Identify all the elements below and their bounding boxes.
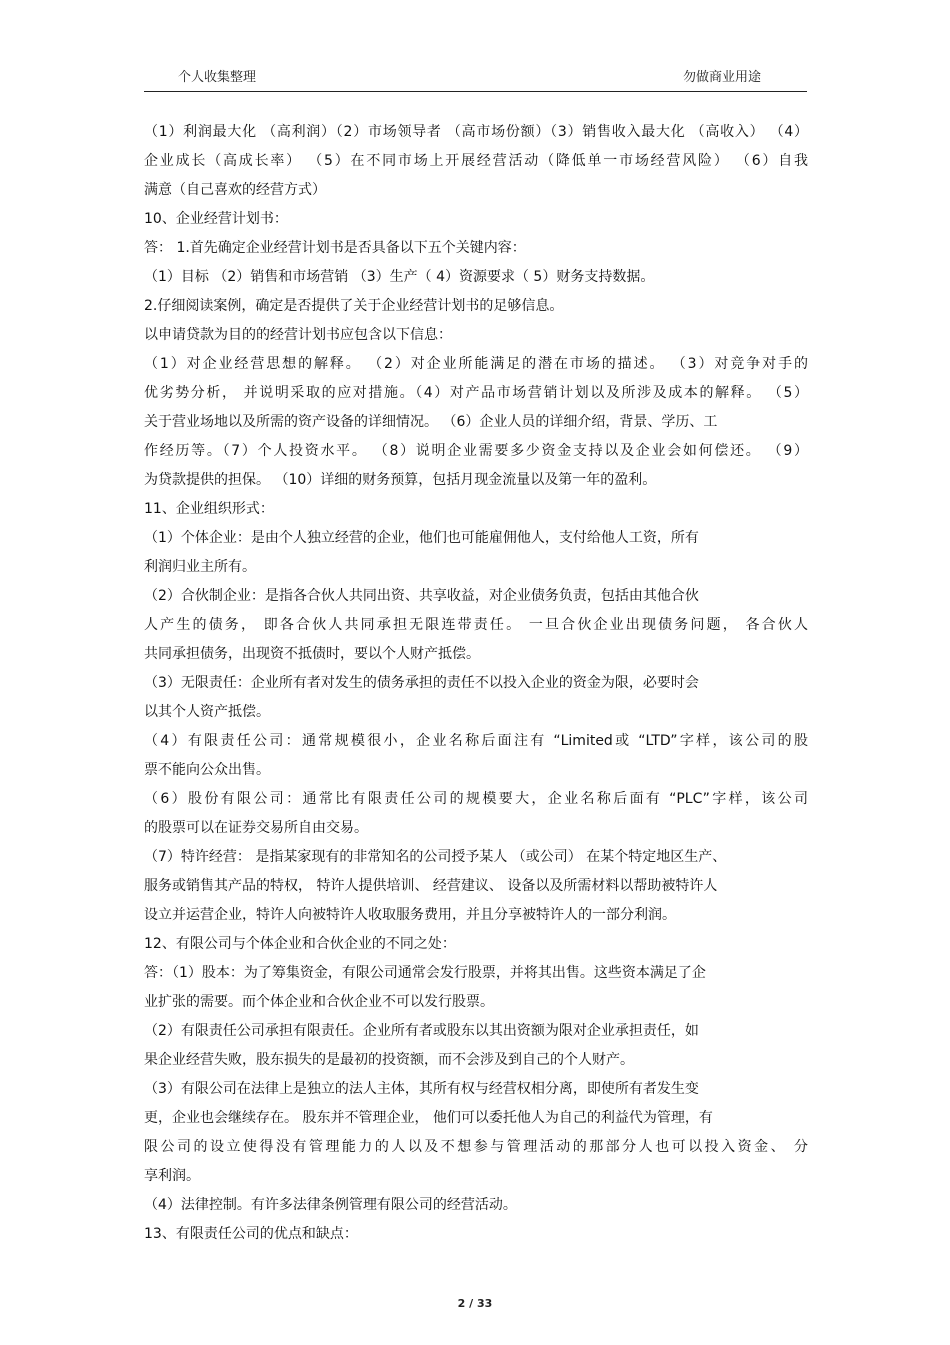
text-line: （1）对企业经营思想的解释。 （2）对企业所能满足的潜在市场的描述。 （3）对竞争对手的 (144, 356, 808, 372)
text-line: 13、有限责任公司的优点和缺点： (144, 1226, 358, 1242)
text-line: （1）个体企业：是由个人独立经营的企业，他们也可能雇佣他人，支付给他人工资，所有 (144, 530, 699, 546)
text-line: 关于营业场地以及所需的资产设备的详细情况。 （6）企业人员的详细介绍，背景、学历、工 (144, 414, 718, 430)
text-line: 更，企业也会继续存在。 股东并不管理企业， 他们可以委托他人为自己的利益代为管理，有 (144, 1110, 713, 1126)
text-line: 服务或销售其产品的特权， 特许人提供培训、 经营建议、 设备以及所需材料以帮助被特许人 (144, 878, 718, 894)
text-line: （2）合伙制企业：是指各合伙人共同出资、共享收益，对企业债务负责，包括由其他合伙 (144, 588, 699, 604)
header-rule (144, 91, 807, 92)
text-line: 12、有限公司与个体企业和合伙企业的不同之处： (144, 936, 456, 952)
text-line: 优劣势分析， 并说明采取的应对措施。（4）对产品市场营销计划以及所涉及成本的解释。 （5） (144, 385, 808, 401)
text-line: （4）有限责任公司：通常规模很小，企业名称后面注有 “Limited或 “LTD”字样，该公司的股 (144, 733, 808, 749)
text-line: 11、企业组织形式： (144, 501, 274, 517)
page-number: 2 / 33 (457, 1297, 493, 1310)
text-line: （4）法律控制。有许多法律条例管理有限公司的经营活动。 (144, 1197, 517, 1213)
text-line: 以申请贷款为目的的经营计划书应包含以下信息： (144, 327, 452, 343)
text-line: 为贷款提供的担保。 （10）详细的财务预算，包括月现金流量以及第一年的盈利。 (144, 472, 657, 488)
text-line: 10、企业经营计划书： (144, 211, 288, 227)
text-line: 设立并运营企业，特许人向被特许人收取服务费用，并且分享被特许人的一部分利润。 (144, 907, 676, 923)
text-line: （1）目标 （2）销售和市场营销 （3）生产（ 4）资源要求（ 5）财务支持数据。 (144, 269, 655, 285)
text-line: 2.仔细阅读案例，确定是否提供了关于企业经营计划书的足够信息。 (144, 298, 564, 314)
text-line: （6）股份有限公司：通常比有限责任公司的规模要大，企业名称后面有 “PLC”字样，该公司 (144, 791, 808, 807)
text-line: （3）有限公司在法律上是独立的法人主体，其所有权与经营权相分离，即使所有者发生变 (144, 1081, 699, 1097)
text-line: （7）特许经营： 是指某家现有的非常知名的公司授予某人 （或公司） 在某个特定地区生产、 (144, 849, 727, 865)
text-line: 享利润。 (144, 1168, 200, 1184)
text-line: 企业成长（高成长率） （5）在不同市场上开展经营活动（降低单一市场经营风险） （6）自我 (144, 153, 808, 169)
text-line: （1）利润最大化 （高利润）（2）市场领导者 （高市场份额）（3）销售收入最大化 （高收入） （4） (144, 124, 808, 140)
text-line: 利润归业主所有。 (144, 559, 256, 575)
text-line: （3）无限责任：企业所有者对发生的债务承担的责任不以投入企业的资金为限，必要时会 (144, 675, 699, 691)
text-line: 果企业经营失败，股东损失的是最初的投资额，而不会涉及到自己的个人财产。 (144, 1052, 634, 1068)
text-line: 共同承担债务，出现资不抵债时，要以个人财产抵偿。 (144, 646, 480, 662)
text-line: 答： 1.首先确定企业经营计划书是否具备以下五个关键内容： (144, 240, 526, 256)
text-line: 票不能向公众出售。 (144, 762, 270, 778)
text-line: 作经历等。（7）个人投资水平。 （8）说明企业需要多少资金支持以及企业会如何偿还。 （9） (144, 443, 808, 459)
header-left-text: 个人收集整理 (178, 70, 257, 85)
text-line: 满意（自己喜欢的经营方式） (144, 182, 326, 198)
text-line: 限公司的设立使得没有管理能力的人以及不想参与管理活动的那部分人也可以投入资金、 分 (144, 1139, 808, 1155)
text-line: 答：（1）股本：为了筹集资金，有限公司通常会发行股票，并将其出售。这些资本满足了企 (144, 965, 706, 981)
text-line: （2）有限责任公司承担有限责任。企业所有者或股东以其出资额为限对企业承担责任，如 (144, 1023, 699, 1039)
header-right-text: 勿做商业用途 (683, 70, 762, 85)
text-line: 的股票可以在证券交易所自由交易。 (144, 820, 368, 836)
text-line: 业扩张的需要。而个体企业和合伙企业不可以发行股票。 (144, 994, 494, 1010)
document-body (144, 118, 808, 1249)
text-line: 人产生的债务， 即各合伙人共同承担无限连带责任。 一旦合伙企业出现债务问题， 各合伙人 (144, 617, 808, 633)
text-line: 以其个人资产抵偿。 (144, 704, 270, 720)
